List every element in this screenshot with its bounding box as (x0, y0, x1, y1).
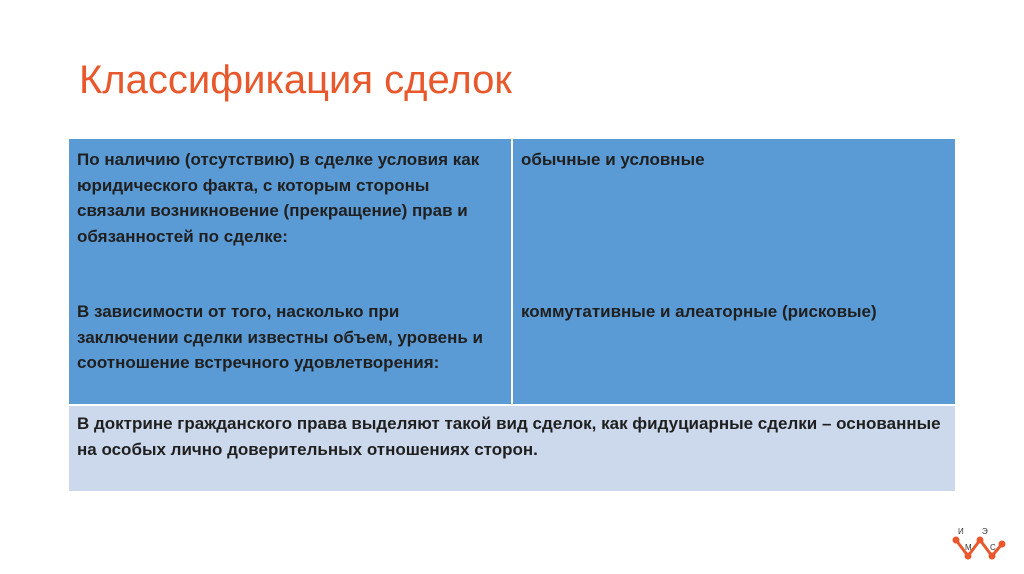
criterion-satisfaction-text: В зависимости от того, насколько при заключении сделки известны объем, уровень и соотношение встречного удовлетворения: (77, 302, 483, 372)
classification-table (69, 139, 955, 491)
imes-logo-icon (950, 526, 1006, 562)
logo-letter-4: С (990, 543, 996, 552)
fiduciary-note-text: В доктрине гражданского права выделяют такой вид сделок, как фидуциарные сделки – основанные на особых лично доверительных отношениях сторон. (77, 414, 941, 459)
logo-letter-2: М (965, 543, 972, 552)
criterion-condition-text: По наличию (отсутствию) в сделке условия как юридического факта, с которым стороны связали возникновение (прекращение) прав и обязанностей по сделке: (77, 150, 480, 246)
table-row-2 (69, 406, 955, 491)
logo-letter-3: Э (982, 527, 988, 536)
logo-letter-1: И (958, 527, 964, 536)
type-ordinary-conditional-text: обычные и условные (521, 150, 705, 169)
column-divider (511, 139, 513, 404)
slide-title: Классификация сделок (79, 58, 512, 102)
type-commutative-aleatory-text: коммутативные и алеаторные (рисковые) (521, 302, 877, 321)
